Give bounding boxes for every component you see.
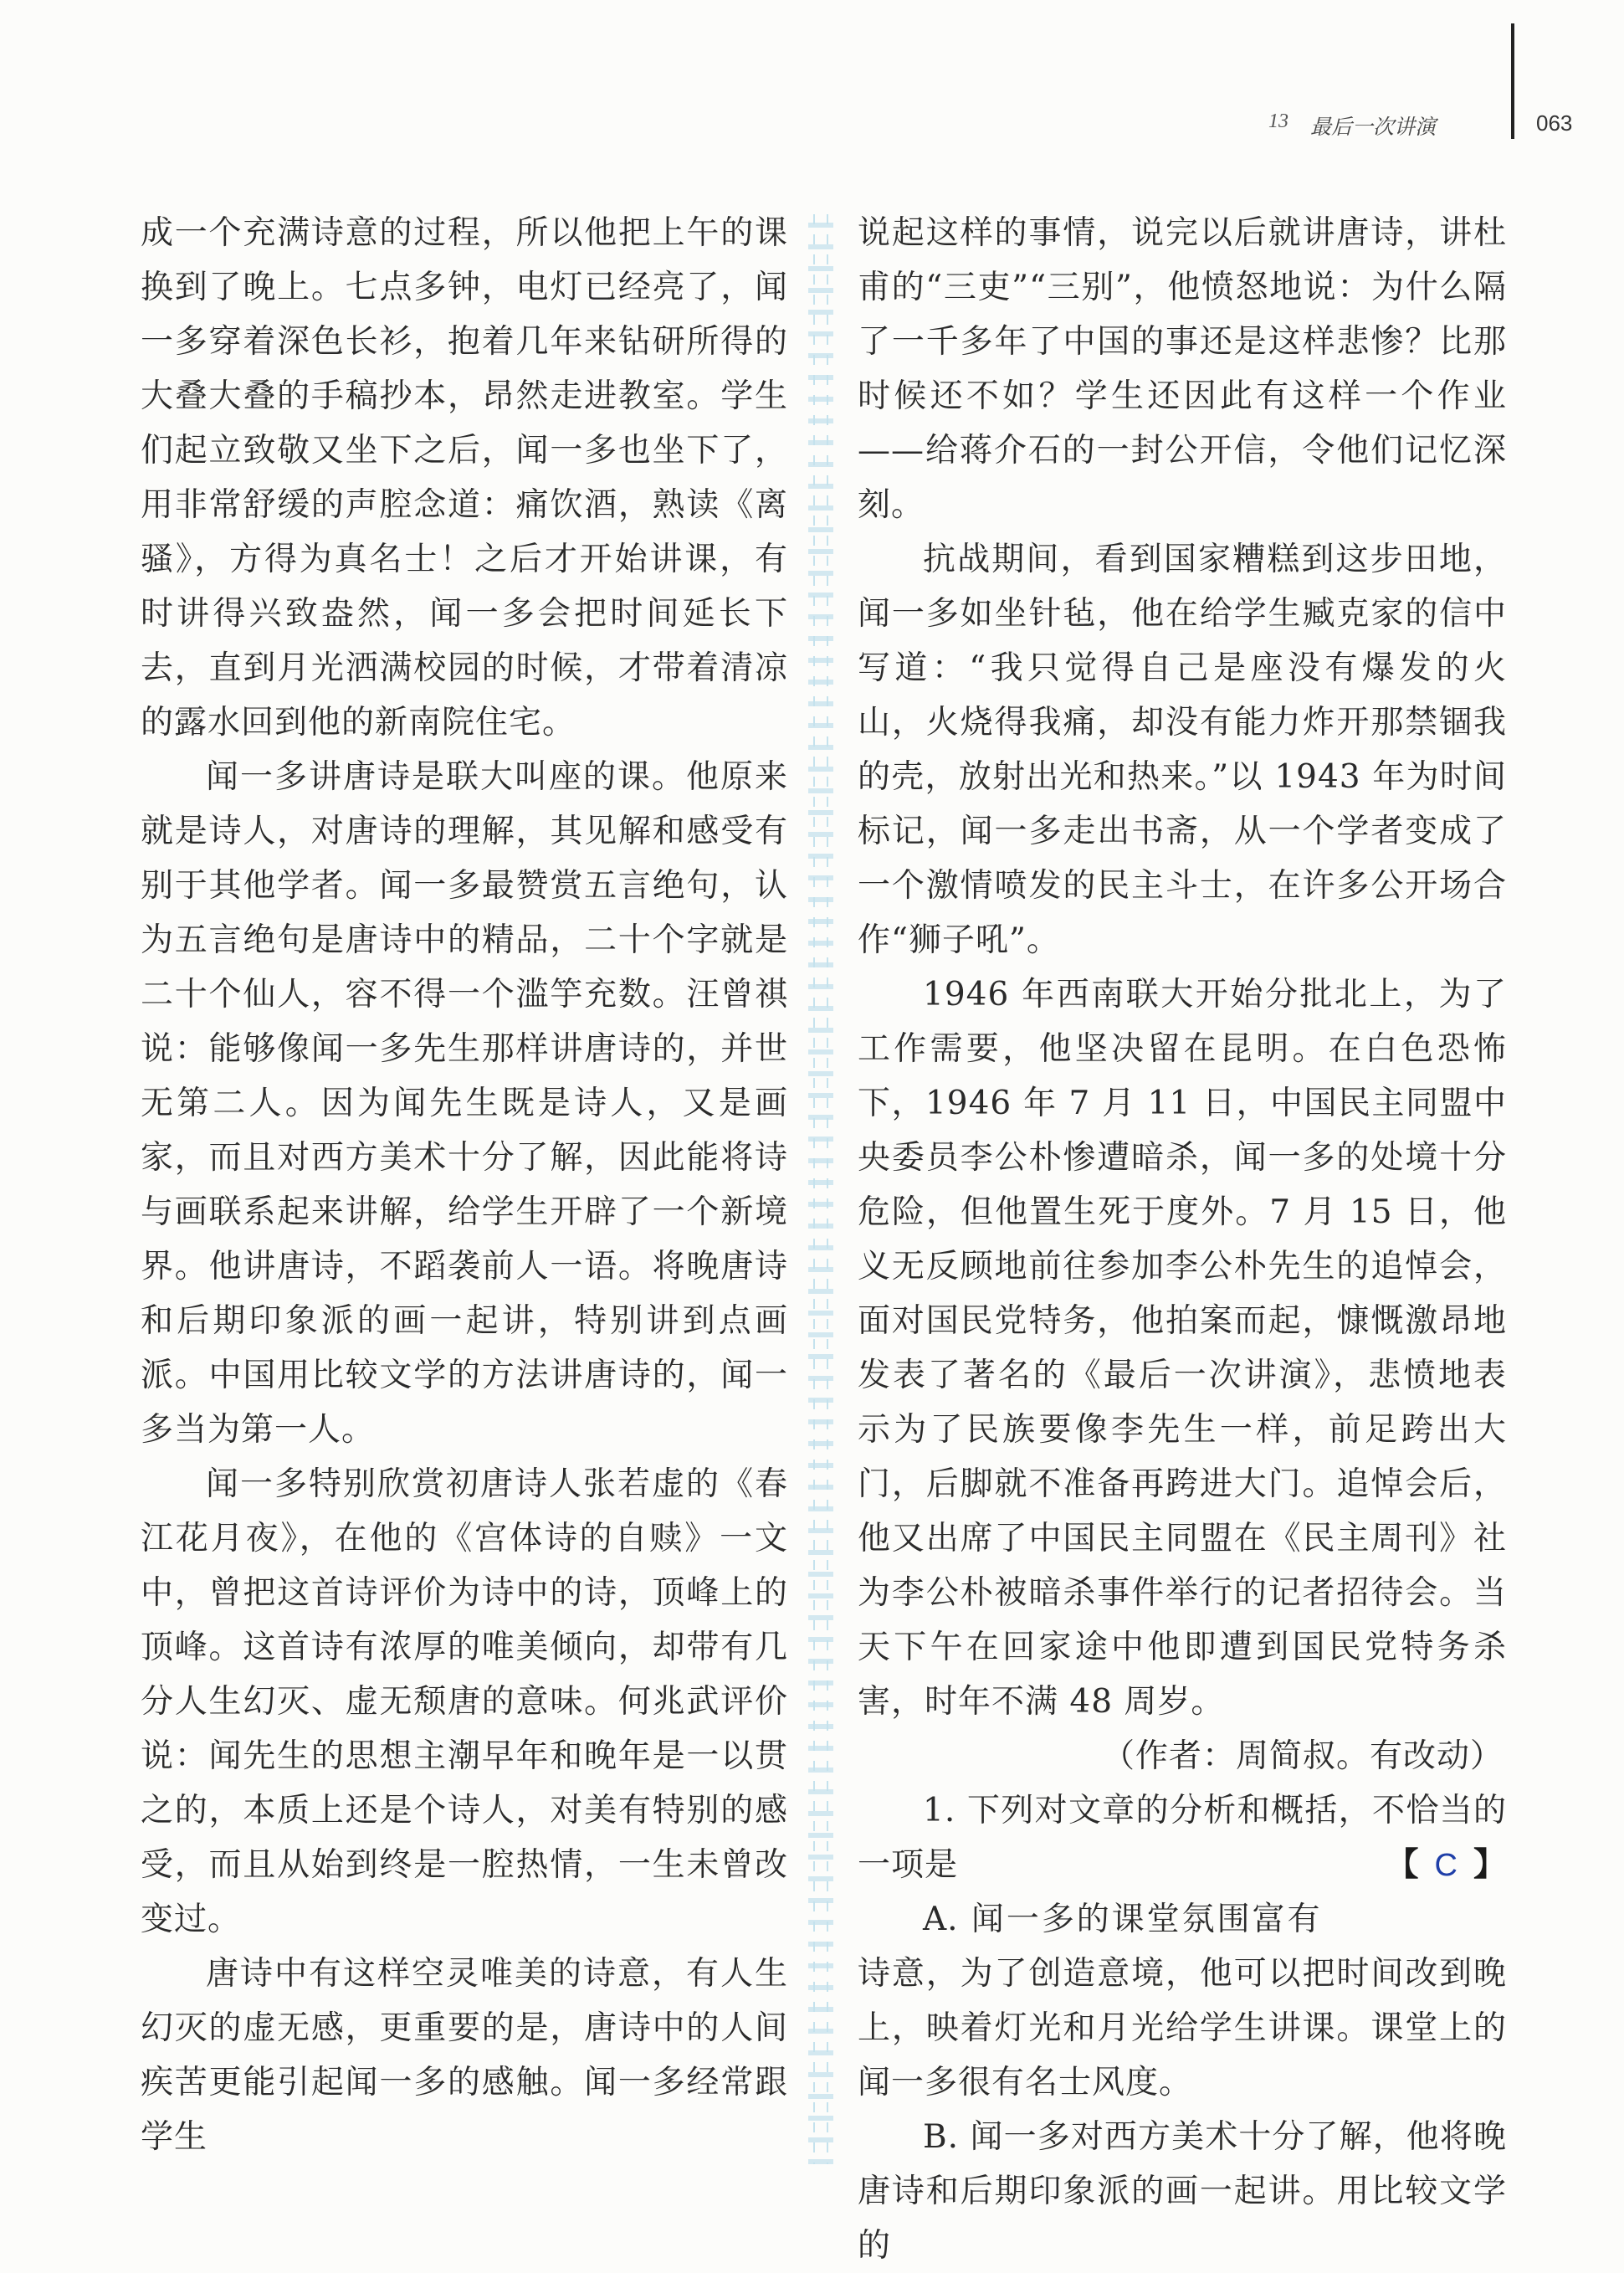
chapter-title: 最后一次讲演	[1310, 115, 1437, 139]
bracket-close: 】	[1473, 1846, 1507, 1884]
paragraph: 唐诗中有这样空灵唯美的诗意，有人生幻灭的虚无感，更重要的是，唐诗中的人间疾苦更能引起闻一多的感触。闻一多经常跟学生	[141, 1955, 788, 2156]
question	[858, 1783, 1507, 1892]
paragraph: 1946 年西南联大开始分批北上，为了工作需要，他坚决留在昆明。在白色恐怖下，1946 年 7 月 11 日，中国民主同盟中央委员李公朴惨遭暗杀，闻一多的处境十分危险，但他置生死于度外。7 月 15 日，他义无反顾地前往参加李公朴先生的追悼会，面对国民党特务，他拍案而起，慷慨激昂地发表了著名的《最后一次讲演》，悲愤地表示为了民族要像李先生一样，前足跨出大门，后脚就不准备再跨进大门。追悼会后，他又出席了中国民主同盟在《民主周刊》社为李公朴被暗杀事件举行的记者招待会。当天下午在回家途中他即遭到国民党特务杀害，时年不满 48 周岁。	[858, 976, 1507, 1721]
paragraph: 闻一多讲唐诗是联大叫座的课。他原来就是诗人，对唐诗的理解，其见解和感受有别于其他学者。闻一多最赞赏五言绝句，认为五言绝句是唐诗中的精品，二十个字就是二十个仙人，容不得一个滥竽充数。汪曾祺说：能够像闻一多先生那样讲唐诗的，并世无第二人。因为闻先生既是诗人，又是画家，而且对西方美术十分了解，因此能将诗与画联系起来讲解，给学生开辟了一个新境界。他讲唐诗，不蹈袭前人一语。将晚唐诗和后期印象派的画一起讲，特别讲到点画派。中国用比较文学的方法讲唐诗的，闻一多当为第一人。	[141, 758, 788, 1449]
running-header	[1171, 110, 1590, 152]
paragraph: 成一个充满诗意的过程，所以他把上午的课换到了晚上。七点多钟，电灯已经亮了，闻一多穿着深色长衫，抱着几年来钻研所得的大叠大叠的手稿抄本，昂然走进教室。学生们起立致敬又坐下之后，闻一多也坐下了，用非常舒缓的声腔念道：痛饮酒，熟读《离骚》，方得为真名士！之后才开始讲课，有时讲得兴致盎然，闻一多会把时间延长下去，直到月光洒满校园的时候，才带着清凉的露水回到他的新南院住宅。	[141, 214, 788, 741]
option-b: B. 闻一多对西方美术十分了解，他将晚唐诗和后期印象派的画一起讲。用比较文学的	[858, 2118, 1507, 2265]
question-text: 1. 下列对文章的分析和概括，不恰当的一项是	[858, 1792, 1507, 1884]
column-divider	[808, 214, 833, 2164]
paragraph: 说起这样的事情，说完以后就讲唐诗，讲杜甫的“三吏”“三别”，他愤怒地说：为什么隔了一千多年了中国的事还是这样悲惨？比那时候还不如？学生还因此有这样一个作业——给蒋介石的一封公开信，令他们记忆深刻。	[858, 214, 1507, 524]
chapter-number: 13	[1268, 110, 1288, 132]
left-column	[141, 206, 788, 2164]
page-number: 063	[1536, 110, 1573, 136]
answer-slot	[1321, 1838, 1507, 1893]
header-vertical-rule	[1511, 23, 1514, 139]
answer-text: C	[1434, 1848, 1458, 1883]
right-column	[858, 206, 1507, 2273]
option-a: A. 闻一多的课堂氛围富有诗意，为了创造意境，他可以把时间改到晚上，映着灯光和月光给学生讲课。课堂上的闻一多很有名士风度。	[858, 1901, 1507, 2101]
bracket-open: 【	[1386, 1846, 1420, 1884]
source-note: （作者：周简叔。有改动）	[1101, 1737, 1504, 1775]
paragraph: 闻一多特别欣赏初唐诗人张若虚的《春江花月夜》，在他的《宫体诗的自赎》一文中，曾把这首诗评价为诗中的诗，顶峰上的顶峰。这首诗有浓厚的唯美倾向，却带有几分人生幻灭、虚无颓唐的意味。何兆武评价说：闻先生的思想主潮早年和晚年是一以贯之的，本质上还是个诗人，对美有特别的感受，而且从始到终是一腔热情，一生未曾改变过。	[141, 1465, 788, 1938]
paragraph: 抗战期间，看到国家糟糕到这步田地，闻一多如坐针毡，他在给学生臧克家的信中写道：“我只觉得自己是座没有爆发的火山，火烧得我痛，却没有能力炸开那禁锢我的壳，放射出光和热来。”以 1943 年为时间标记，闻一多走出书斋，从一个学者变成了一个激情喷发的民主斗士，在许多公开场合作“狮子吼”。	[858, 541, 1507, 959]
